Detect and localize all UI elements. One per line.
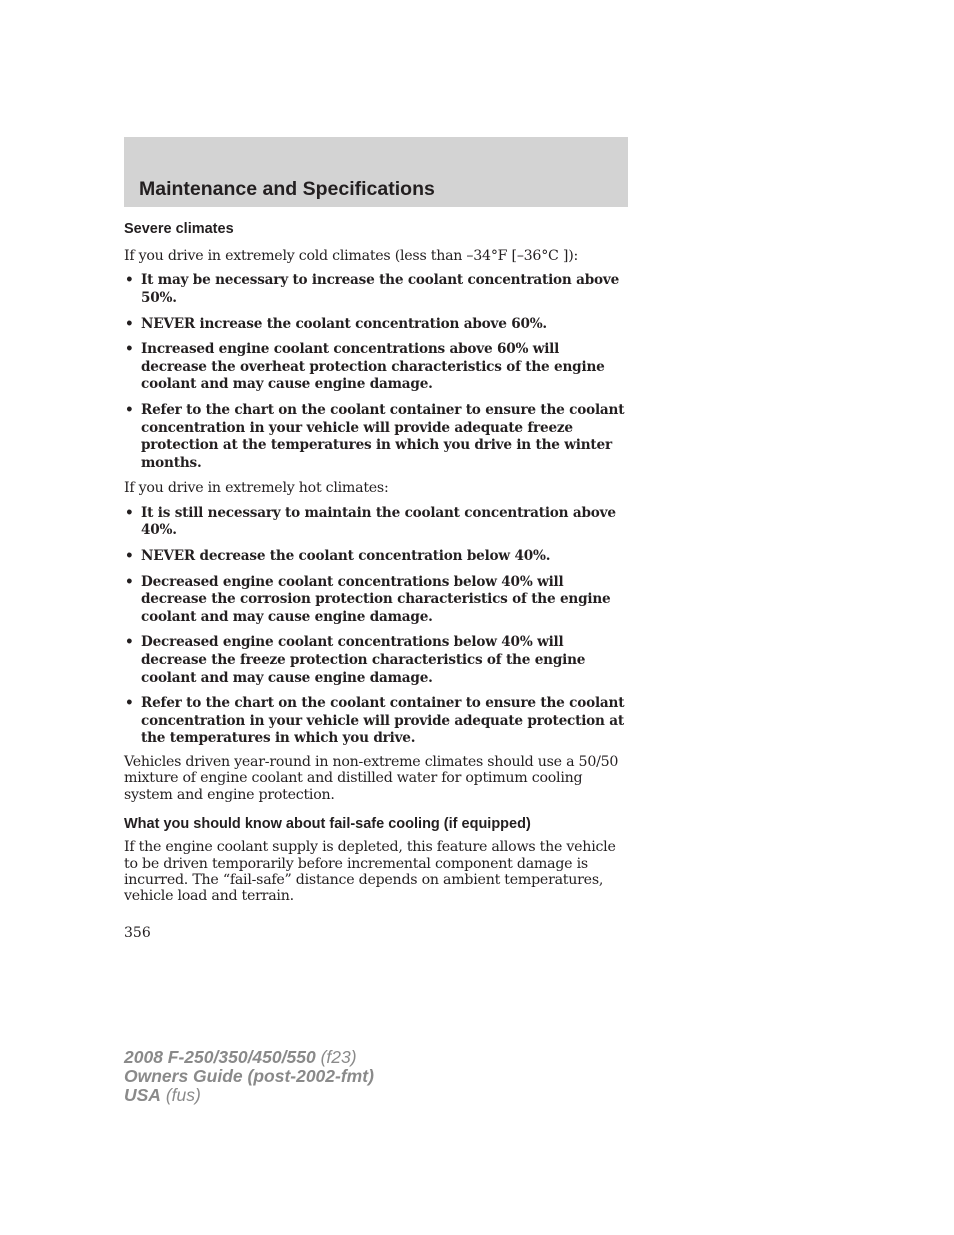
bullet-icon: • xyxy=(125,272,134,289)
footer-market-line: USA (fus) xyxy=(124,1085,201,1105)
cold-climate-intro: If you drive in extremely cold climates (less than –34°F [–36°C ]): xyxy=(124,248,579,264)
page-number: 356 xyxy=(124,925,151,941)
document-footer xyxy=(124,1048,374,1105)
page-content xyxy=(124,220,629,905)
bullet-icon: • xyxy=(125,341,134,358)
list-item: • Refer to the chart on the coolant container to ensure the coolant concentration in your vehicle will provide adequate protection at the temperatures in which you drive. xyxy=(125,695,625,747)
hot-climate-list xyxy=(124,505,629,748)
severe-climates-heading: Severe climates xyxy=(124,221,234,237)
footer-model-line: 2008 F-250/350/450/550 (f23) xyxy=(124,1047,357,1067)
list-item: • NEVER increase the coolant concentration above 60%. xyxy=(125,315,547,332)
bullet-icon: • xyxy=(125,504,134,521)
cold-climate-list xyxy=(124,272,629,472)
bullet-icon: • xyxy=(125,315,134,332)
list-item: • It is still necessary to maintain the coolant concentration above 40%. xyxy=(125,504,616,539)
list-item: • NEVER decrease the coolant concentration below 40%. xyxy=(125,547,551,564)
footer-guide-line: Owners Guide (post-2002-fmt) xyxy=(124,1066,374,1086)
bullet-icon: • xyxy=(125,547,134,564)
bullet-icon: • xyxy=(125,573,134,590)
section-title: Maintenance and Specifications xyxy=(139,178,435,200)
bullet-icon: • xyxy=(125,401,134,418)
bullet-icon: • xyxy=(125,634,134,651)
list-item: • Refer to the chart on the coolant container to ensure the coolant concentration in your vehicle will provide adequate freeze protection at the temperatures in which you drive in the winter months. xyxy=(125,401,625,471)
section-header-band xyxy=(124,137,628,207)
failsafe-paragraph: If the engine coolant supply is depleted, this feature allows the vehicle to be driven temporarily before incremental component damage is incurred. The “fail-safe” distance depends on ambient temperatures, vehicle load and terrain. xyxy=(124,839,616,905)
bullet-icon: • xyxy=(125,695,134,712)
non-extreme-paragraph: Vehicles driven year-round in non-extreme climates should use a 50/50 mixture of engine coolant and distilled water for optimum cooling system and engine protection. xyxy=(124,753,619,803)
failsafe-heading: What you should know about fail-safe cooling (if equipped) xyxy=(124,816,531,833)
hot-climate-intro: If you drive in extremely hot climates: xyxy=(124,480,389,497)
list-item: • Decreased engine coolant concentrations below 40% will decrease the corrosion protection characteristics of the engine coolant and may cause engine damage. xyxy=(125,573,611,625)
list-item: • Decreased engine coolant concentrations below 40% will decrease the freeze protection characteristics of the engine coolant and may cause engine damage. xyxy=(125,634,586,686)
list-item: • Increased engine coolant concentrations above 60% will decrease the overheat protection characteristics of the engine coolant and may cause engine damage. xyxy=(125,341,605,393)
list-item: • It may be necessary to increase the coolant concentration above 50%. xyxy=(125,272,620,306)
